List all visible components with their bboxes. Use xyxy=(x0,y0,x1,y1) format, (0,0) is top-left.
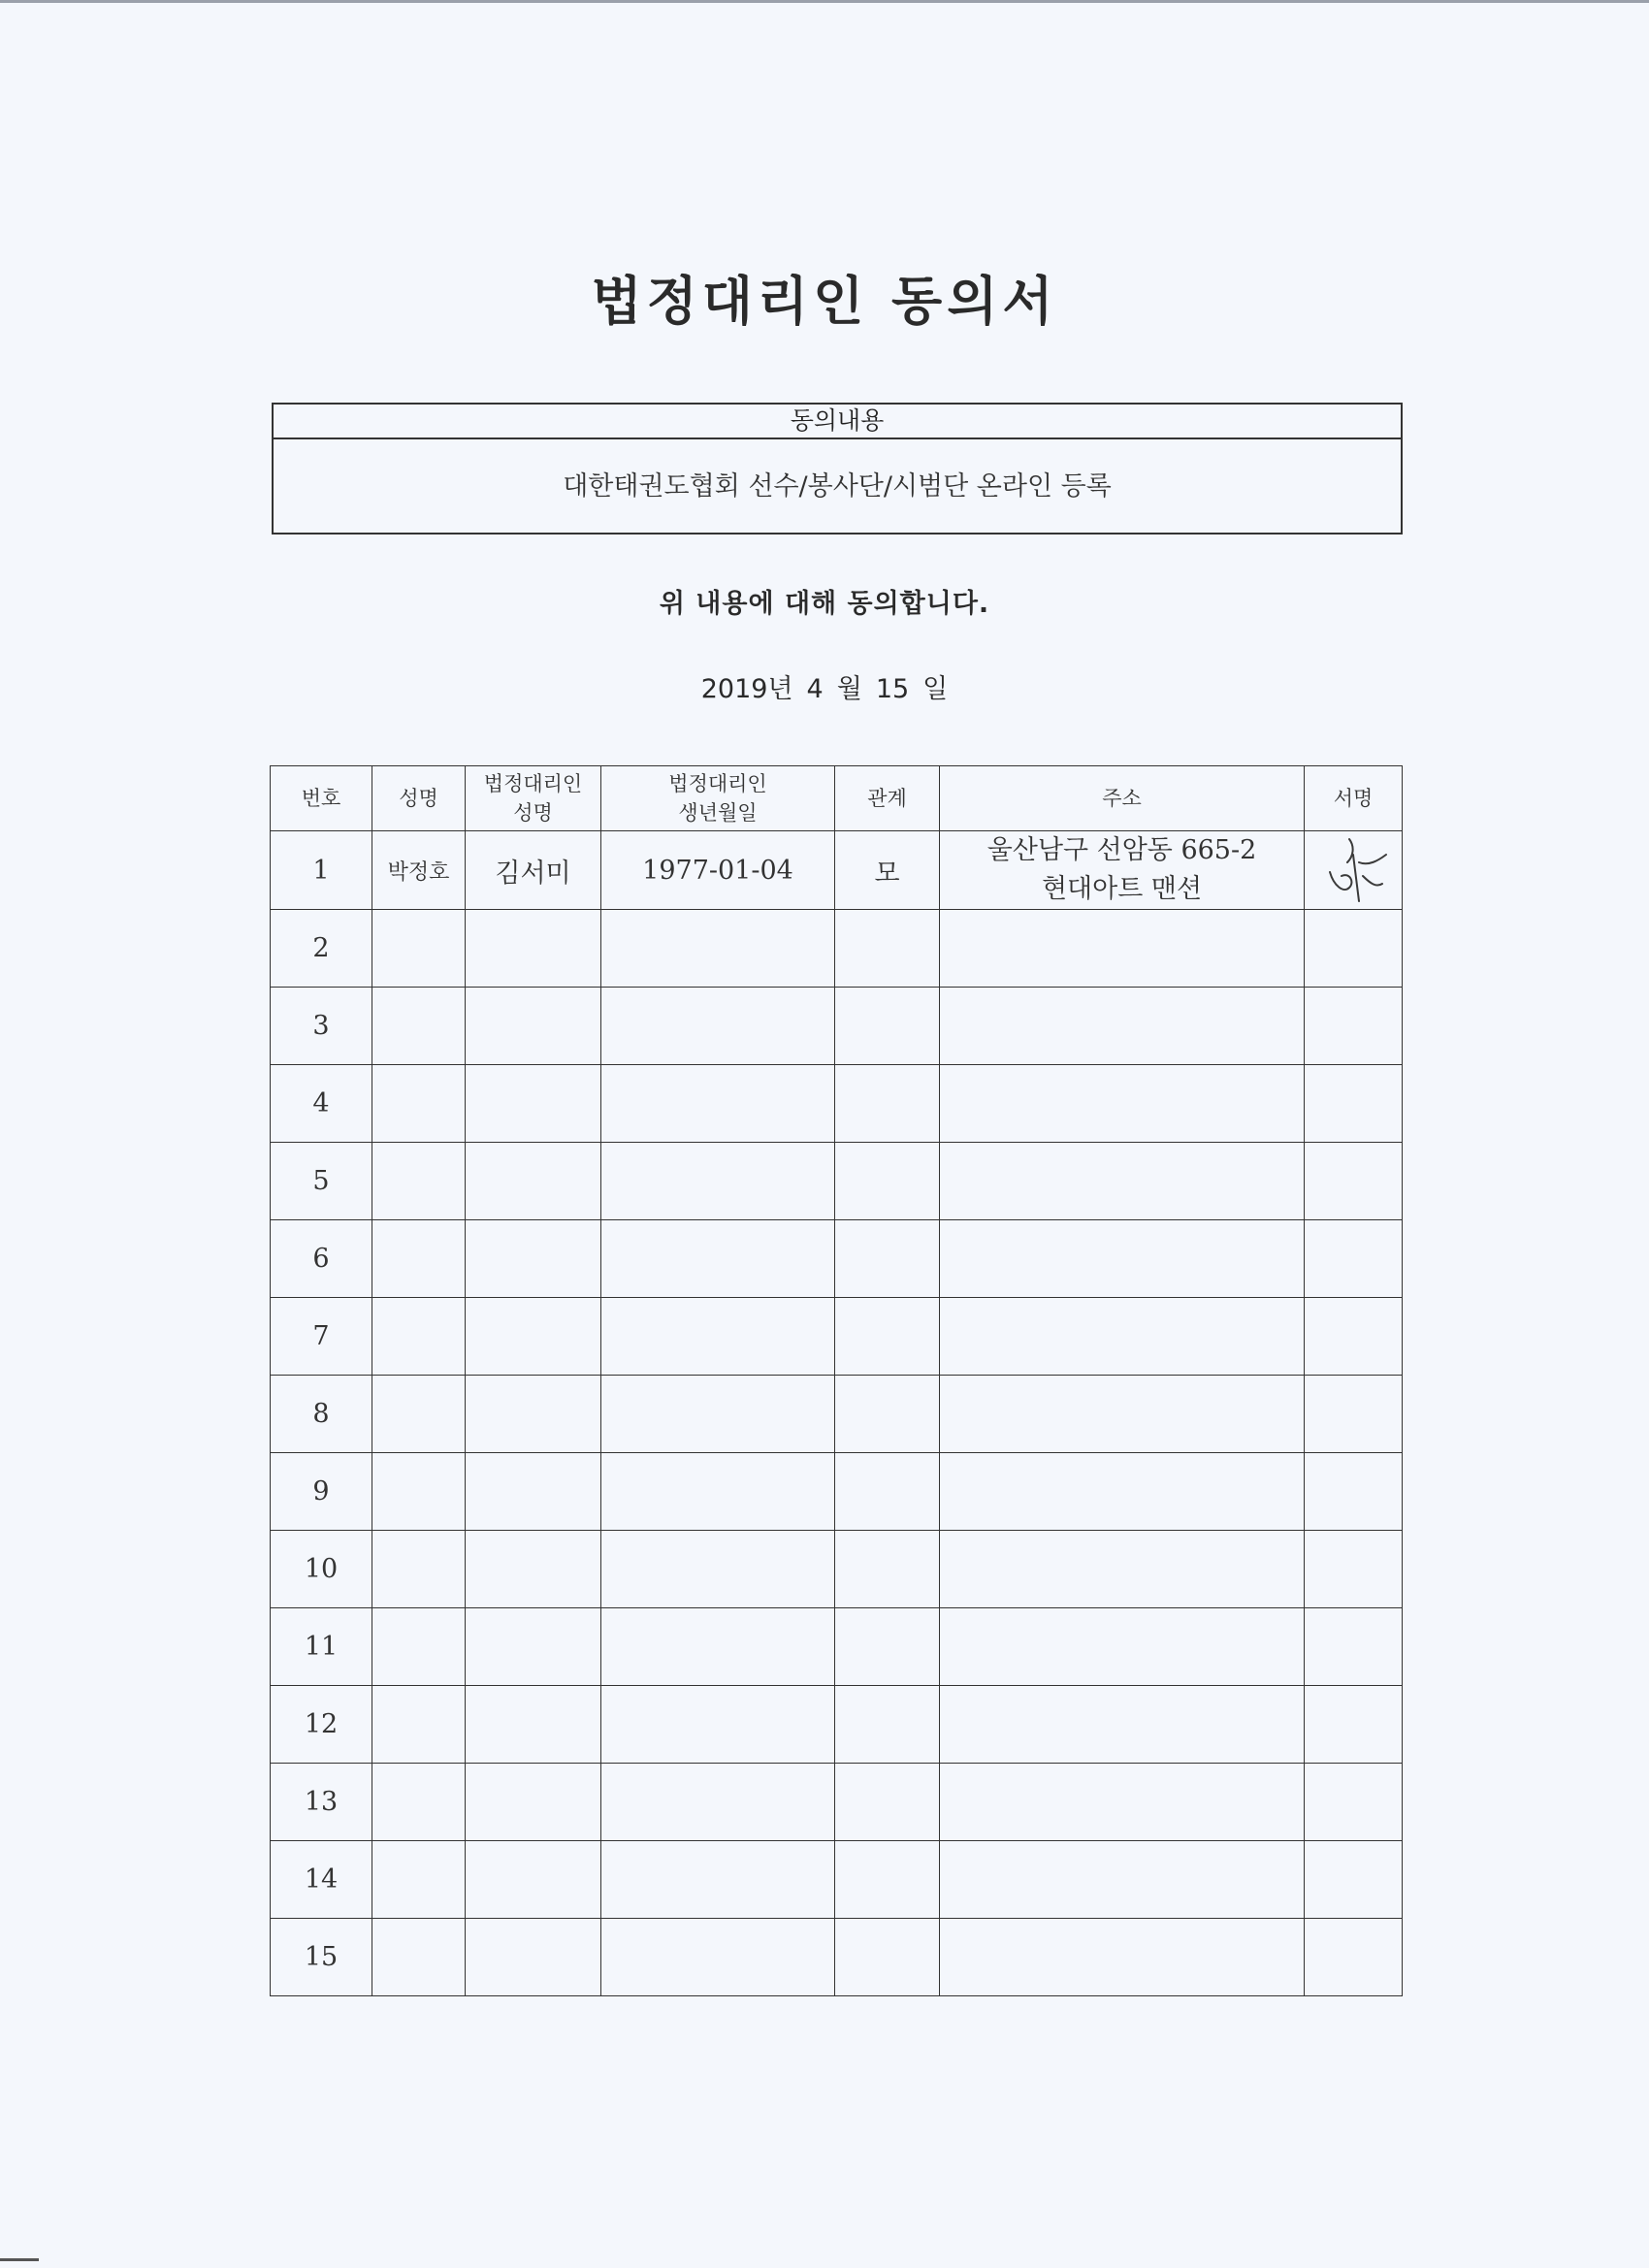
row-signature xyxy=(1305,1686,1403,1764)
row-signature xyxy=(1305,1220,1403,1298)
table-row xyxy=(271,1376,1403,1453)
row-guardian-name xyxy=(466,1376,601,1453)
row-number: 15 xyxy=(271,1919,372,1996)
row-signature xyxy=(1305,1841,1403,1919)
table-row xyxy=(271,1919,1403,1996)
col-header-guardian-name xyxy=(466,766,601,831)
table-row xyxy=(271,988,1403,1065)
row-number: 2 xyxy=(271,910,372,988)
row-name xyxy=(372,1065,466,1143)
row-signature xyxy=(1305,1764,1403,1841)
row-name xyxy=(372,910,466,988)
row-guardian-name xyxy=(466,1298,601,1376)
date-year: 2019년 xyxy=(700,674,793,704)
row-signature xyxy=(1305,1376,1403,1453)
page-top-edge xyxy=(0,0,1649,3)
row-address xyxy=(940,1764,1305,1841)
row-guardian-birth xyxy=(601,1065,835,1143)
row-relation xyxy=(835,988,940,1065)
row-signature xyxy=(1305,1608,1403,1686)
row-relation xyxy=(835,910,940,988)
row-signature xyxy=(1305,1531,1403,1608)
row-address xyxy=(940,1686,1305,1764)
row-number: 11 xyxy=(271,1608,372,1686)
row-guardian-name xyxy=(466,1453,601,1531)
table-row xyxy=(271,1298,1403,1376)
row-signature xyxy=(1305,1919,1403,1996)
table-row xyxy=(271,1220,1403,1298)
row-number: 8 xyxy=(271,1376,372,1453)
row-name xyxy=(372,1143,466,1220)
row-name xyxy=(372,1531,466,1608)
row-number: 1 xyxy=(271,831,372,910)
col-header-guardian-birth-line1: 법정대리인 xyxy=(668,772,767,795)
row-name xyxy=(372,988,466,1065)
row-name xyxy=(372,1220,466,1298)
row-name xyxy=(372,1453,466,1531)
col-header-signature: 서명 xyxy=(1305,766,1403,831)
table-row xyxy=(271,1531,1403,1608)
table-row xyxy=(271,1764,1403,1841)
row-guardian-name xyxy=(466,988,601,1065)
date-month: 4 xyxy=(806,674,824,704)
col-header-guardian-birth xyxy=(601,766,835,831)
row-name xyxy=(372,1608,466,1686)
date-day-label: 일 xyxy=(922,674,949,704)
row-name xyxy=(372,1376,466,1453)
row-guardian-name xyxy=(466,1608,601,1686)
table-row xyxy=(271,910,1403,988)
table-row xyxy=(271,1686,1403,1764)
row-address xyxy=(940,1608,1305,1686)
row-name: 박정호 xyxy=(372,831,466,910)
row-address-line1: 울산남구 선암동 665-2 xyxy=(986,835,1257,865)
row-guardian-birth xyxy=(601,910,835,988)
row-guardian-name xyxy=(466,1919,601,1996)
row-guardian-birth xyxy=(601,1608,835,1686)
consent-date xyxy=(0,667,1649,705)
row-address xyxy=(940,1376,1305,1453)
page-edge-mark xyxy=(0,2258,39,2261)
row-address xyxy=(940,1841,1305,1919)
row-number: 3 xyxy=(271,988,372,1065)
row-guardian-name xyxy=(466,1143,601,1220)
consent-content-header: 동의내용 xyxy=(274,405,1401,439)
row-guardian-name xyxy=(466,1220,601,1298)
row-guardian-name xyxy=(466,1764,601,1841)
row-address xyxy=(940,1143,1305,1220)
table-row xyxy=(271,1453,1403,1531)
row-relation xyxy=(835,1220,940,1298)
row-relation xyxy=(835,1065,940,1143)
table-row xyxy=(271,1143,1403,1220)
table-header-row xyxy=(271,766,1403,831)
row-address xyxy=(940,1298,1305,1376)
row-guardian-name xyxy=(466,1065,601,1143)
table-row xyxy=(271,1065,1403,1143)
col-header-address: 주소 xyxy=(940,766,1305,831)
row-relation xyxy=(835,1531,940,1608)
consent-content-body: 대한태권도협회 선수/봉사단/시범단 온라인 등록 xyxy=(563,471,1112,502)
row-number: 6 xyxy=(271,1220,372,1298)
row-guardian-name xyxy=(466,1531,601,1608)
row-signature xyxy=(1305,1143,1403,1220)
row-address xyxy=(940,910,1305,988)
row-relation xyxy=(835,1376,940,1453)
row-number: 9 xyxy=(271,1453,372,1531)
row-number: 12 xyxy=(271,1686,372,1764)
row-relation xyxy=(835,1608,940,1686)
row-name xyxy=(372,1919,466,1996)
row-guardian-birth xyxy=(601,1764,835,1841)
row-address-line2: 현대아트 맨션 xyxy=(1041,874,1203,904)
row-guardian-birth xyxy=(601,1919,835,1996)
row-address xyxy=(940,1453,1305,1531)
row-signature xyxy=(1305,831,1403,910)
row-number: 7 xyxy=(271,1298,372,1376)
row-signature xyxy=(1305,1065,1403,1143)
row-address xyxy=(940,988,1305,1065)
row-address xyxy=(940,831,1305,910)
date-day: 15 xyxy=(875,674,910,704)
row-guardian-birth xyxy=(601,1841,835,1919)
table-row xyxy=(271,1608,1403,1686)
guardian-consent-table xyxy=(270,765,1403,1996)
row-signature xyxy=(1305,910,1403,988)
col-header-relation: 관계 xyxy=(835,766,940,831)
row-address xyxy=(940,1919,1305,1996)
row-relation xyxy=(835,1143,940,1220)
page-title: 법정대리인 동의서 xyxy=(591,271,1058,332)
date-month-label: 월 xyxy=(836,674,862,704)
col-header-number: 번호 xyxy=(271,766,372,831)
row-relation xyxy=(835,1919,940,1996)
row-guardian-birth xyxy=(601,1143,835,1220)
row-guardian-birth xyxy=(601,1531,835,1608)
row-guardian-birth xyxy=(601,1220,835,1298)
row-number: 4 xyxy=(271,1065,372,1143)
row-guardian-birth: 1977-01-04 xyxy=(601,831,835,910)
row-guardian-name xyxy=(466,910,601,988)
agreement-statement: 위 내용에 대해 동의합니다. xyxy=(659,589,990,619)
row-guardian-name xyxy=(466,1841,601,1919)
row-number: 10 xyxy=(271,1531,372,1608)
row-signature xyxy=(1305,1453,1403,1531)
row-guardian-birth xyxy=(601,1376,835,1453)
row-address xyxy=(940,1065,1305,1143)
row-number: 5 xyxy=(271,1143,372,1220)
col-header-guardian-name-line2: 성명 xyxy=(513,801,553,825)
row-name xyxy=(372,1841,466,1919)
row-relation xyxy=(835,1764,940,1841)
handwritten-signature-icon xyxy=(1320,833,1390,907)
col-header-name: 성명 xyxy=(372,766,466,831)
row-relation xyxy=(835,1298,940,1376)
row-relation xyxy=(835,1686,940,1764)
row-number: 13 xyxy=(271,1764,372,1841)
row-relation: 모 xyxy=(835,831,940,910)
row-name xyxy=(372,1298,466,1376)
row-address xyxy=(940,1220,1305,1298)
row-name xyxy=(372,1764,466,1841)
row-number: 14 xyxy=(271,1841,372,1919)
row-address xyxy=(940,1531,1305,1608)
row-guardian-name: 김서미 xyxy=(466,831,601,910)
row-guardian-birth xyxy=(601,988,835,1065)
table-row xyxy=(271,1841,1403,1919)
row-relation xyxy=(835,1453,940,1531)
table-row xyxy=(271,831,1403,910)
row-guardian-name xyxy=(466,1686,601,1764)
consent-content-box xyxy=(272,403,1403,535)
col-header-guardian-name-line1: 법정대리인 xyxy=(483,772,583,795)
row-signature xyxy=(1305,988,1403,1065)
row-guardian-birth xyxy=(601,1686,835,1764)
row-name xyxy=(372,1686,466,1764)
row-signature xyxy=(1305,1298,1403,1376)
col-header-guardian-birth-line2: 생년월일 xyxy=(678,801,758,825)
row-guardian-birth xyxy=(601,1298,835,1376)
row-guardian-birth xyxy=(601,1453,835,1531)
row-relation xyxy=(835,1841,940,1919)
